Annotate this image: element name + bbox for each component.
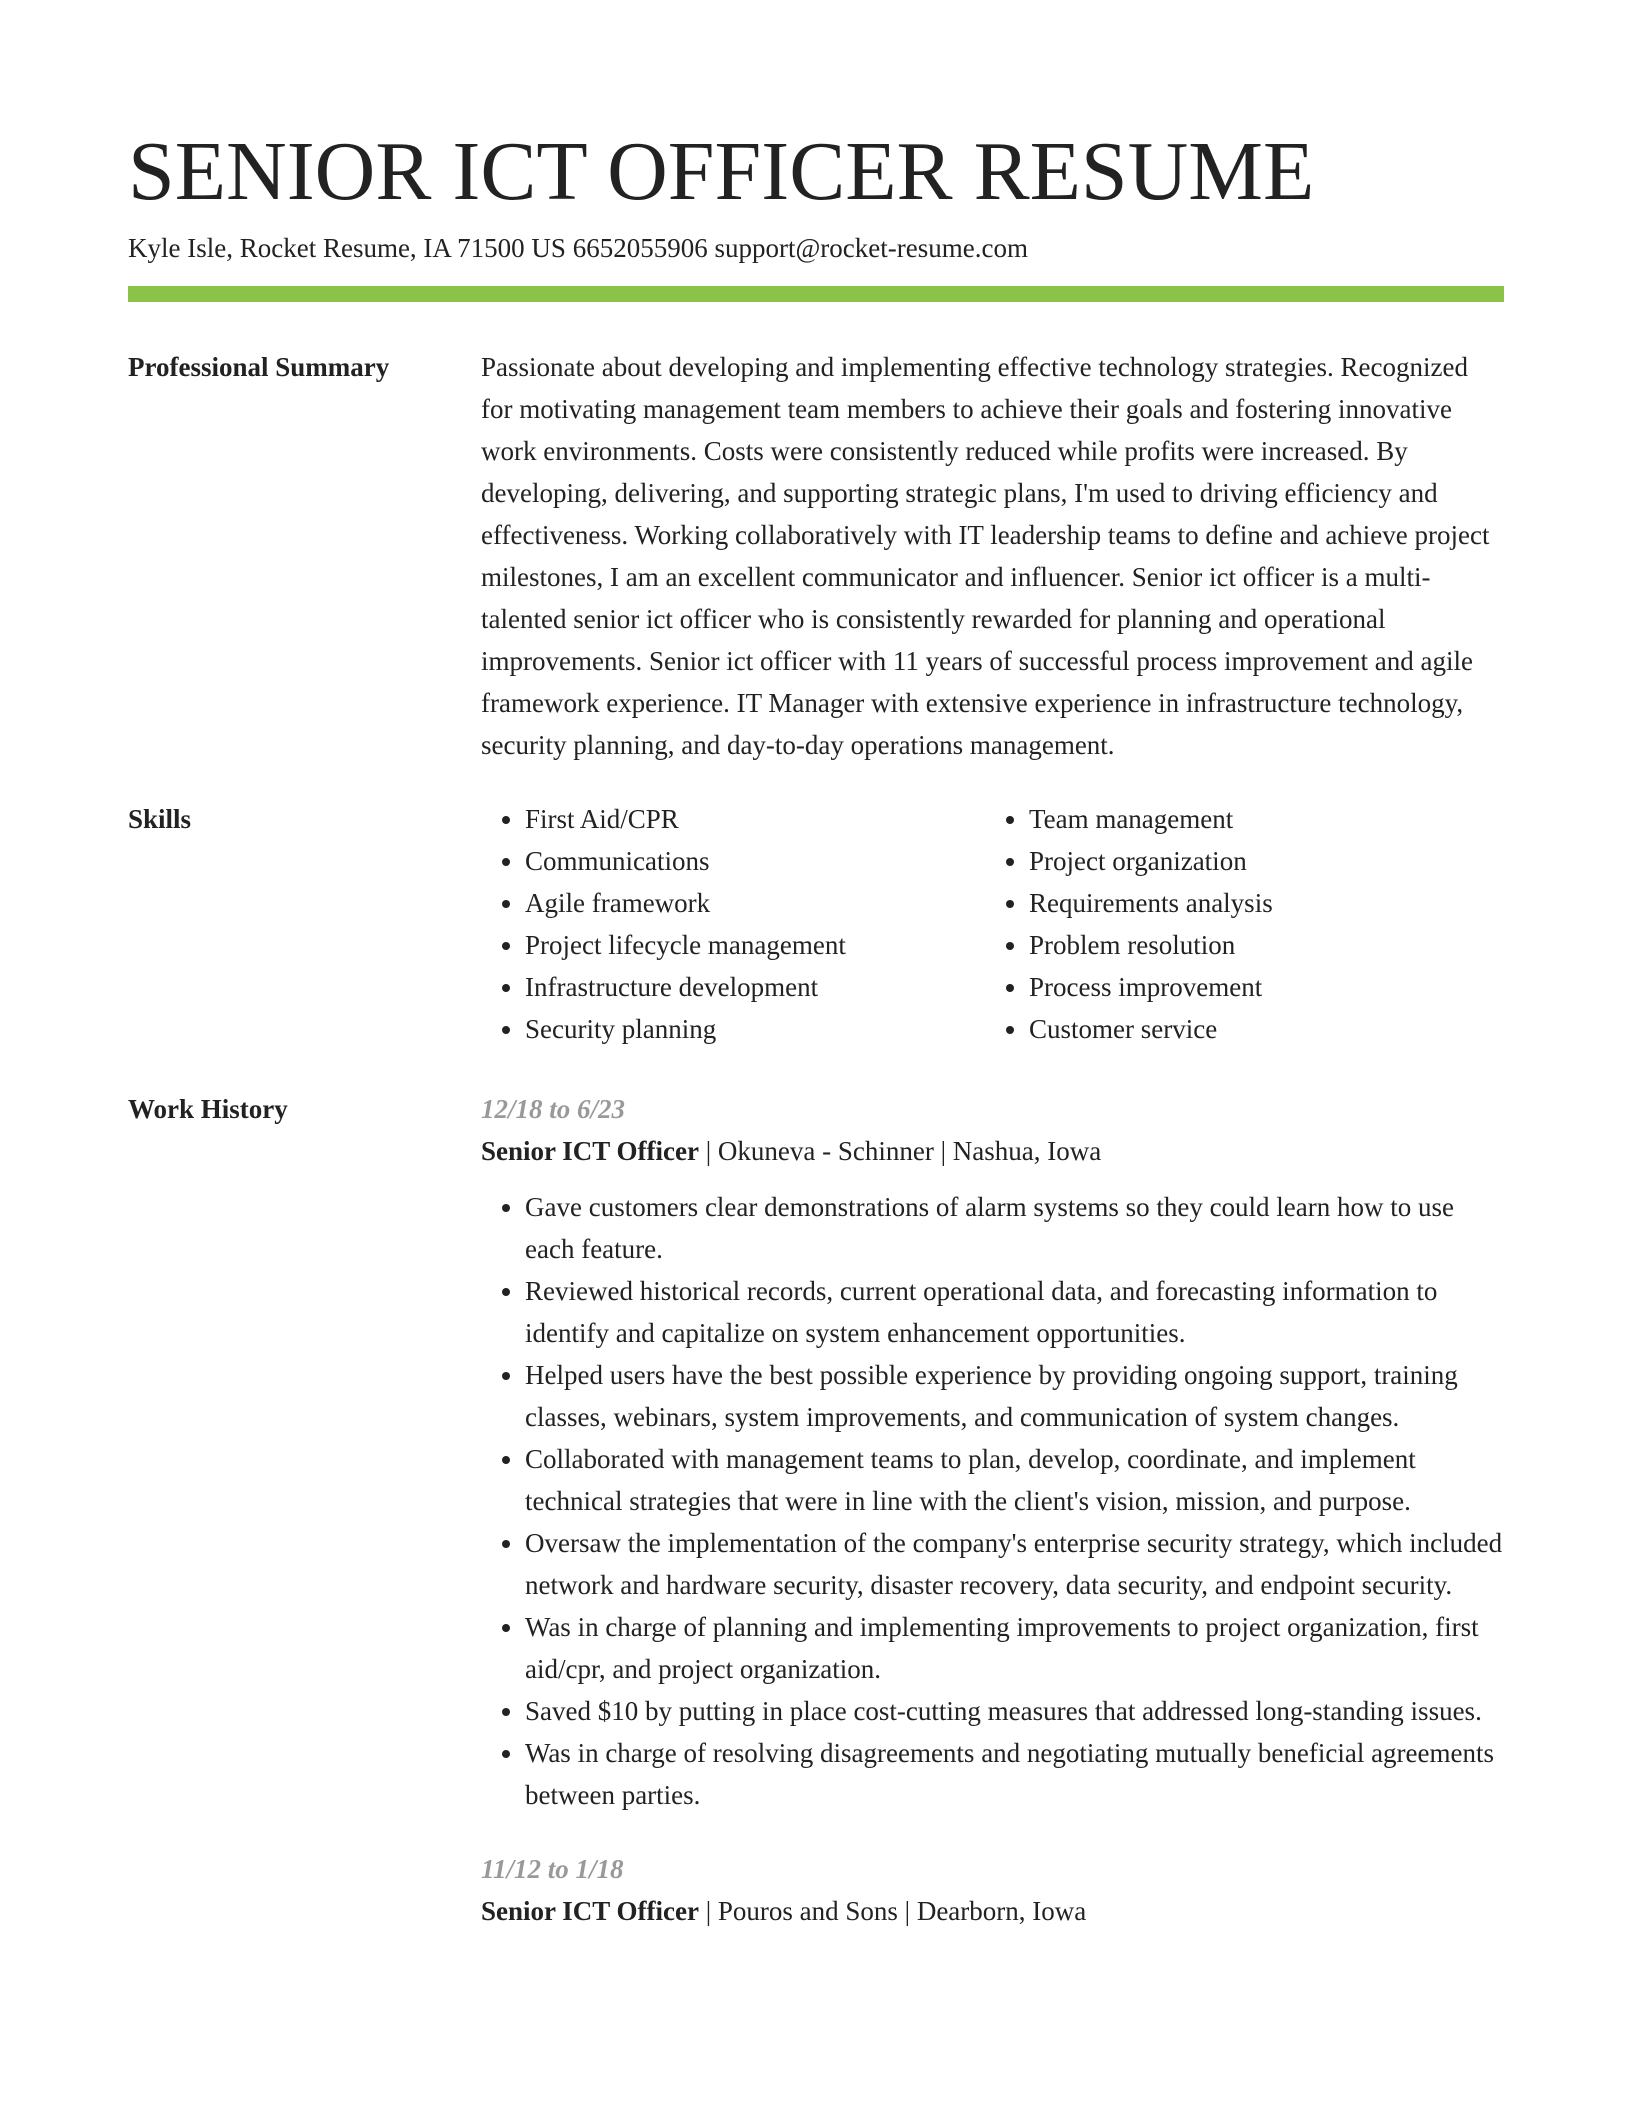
section-professional-summary <box>128 346 1504 766</box>
job-date: 12/18 to 6/23 <box>481 1094 626 1124</box>
job-entry <box>481 1848 1504 1932</box>
section-label: Professional Summary <box>128 352 390 382</box>
job-bullet: • Helped users have the best possible experience by providing ongoing support, training classes, webinars, system improvements, and communication of system changes. <box>525 1354 1504 1438</box>
skill-item: • Requirements analysis <box>1029 882 1499 924</box>
skills-content <box>481 798 1504 1050</box>
skill-item: • Infrastructure development <box>525 966 985 1008</box>
section-skills <box>128 798 1504 1050</box>
page-title: SENIOR ICT OFFICER RESUME <box>128 125 1315 218</box>
job-bullets <box>481 1186 1504 1816</box>
skill-item: • Problem resolution <box>1029 924 1499 966</box>
skills-list-left <box>481 798 985 1050</box>
job-bullet: • Gave customers clear demonstrations of alarm systems so they could learn how to use each feature. <box>525 1186 1504 1270</box>
summary-text: Passionate about developing and implementing effective technology strategies. Recognized for motivating management team members to achieve their goals and fostering innovative work environments. Costs were consistently reduced while profits were increased. By developing, delivering, and supporting strategic plans, I'm used to driving efficiency and effectiveness. Working collaboratively with IT leadership teams to define and achieve project milestones, I am an excellent communicator and influencer. Senior ict officer is a multi-talented senior ict officer who is consistently rewarded for planning and operational improvements. Senior ict officer with 11 years of successful process improvement and agile framework experience. IT Manager with extensive experience in infrastructure technology, security planning, and day-to-day operations management. <box>481 352 1490 760</box>
summary-content <box>481 346 1504 766</box>
job-details: | Pouros and Sons | Dearborn, Iowa <box>698 1896 1087 1926</box>
skill-item: • Project organization <box>1029 840 1499 882</box>
skill-item: • Agile framework <box>525 882 985 924</box>
job-bullet: • Oversaw the implementation of the company's enterprise security strategy, which included network and hardware security, disaster recovery, data security, and endpoint security. <box>525 1522 1504 1606</box>
job-role: Senior ICT Officer <box>481 1136 699 1166</box>
job-bullet: • Saved $10 by putting in place cost-cutting measures that addressed long-standing issues. <box>525 1690 1504 1732</box>
skill-item: • First Aid/CPR <box>525 798 985 840</box>
skill-item: • Security planning <box>525 1008 985 1050</box>
contact-line: Kyle Isle, Rocket Resume, IA 71500 US 6652055906 support@rocket-resume.com <box>128 233 1028 263</box>
job-role: Senior ICT Officer <box>481 1896 699 1926</box>
job-title-line <box>481 1890 1504 1932</box>
work-content <box>481 1088 1504 1932</box>
skills-list-right <box>985 798 1499 1050</box>
section-label: Skills <box>128 804 192 834</box>
skill-item: • Communications <box>525 840 985 882</box>
skill-item: • Customer service <box>1029 1008 1499 1050</box>
job-entry <box>481 1088 1504 1816</box>
job-details: | Okuneva - Schinner | Nashua, Iowa <box>698 1136 1102 1166</box>
job-title-line <box>481 1130 1504 1172</box>
skill-item: • Process improvement <box>1029 966 1499 1008</box>
job-date: 11/12 to 1/18 <box>481 1854 624 1884</box>
section-work-history <box>128 1088 1504 1932</box>
job-bullet: • Collaborated with management teams to plan, develop, coordinate, and implement technical strategies that were in line with the client's vision, mission, and purpose. <box>525 1438 1504 1522</box>
job-bullet: • Was in charge of resolving disagreements and negotiating mutually beneficial agreements between parties. <box>525 1732 1504 1816</box>
accent-divider <box>128 286 1504 302</box>
skill-item: • Team management <box>1029 798 1499 840</box>
job-bullet: • Reviewed historical records, current operational data, and forecasting information to identify and capitalize on system enhancement opportunities. <box>525 1270 1504 1354</box>
job-bullet: • Was in charge of planning and implementing improvements to project organization, first aid/cpr, and project organization. <box>525 1606 1504 1690</box>
section-label: Work History <box>128 1094 288 1124</box>
skill-item: • Project lifecycle management <box>525 924 985 966</box>
